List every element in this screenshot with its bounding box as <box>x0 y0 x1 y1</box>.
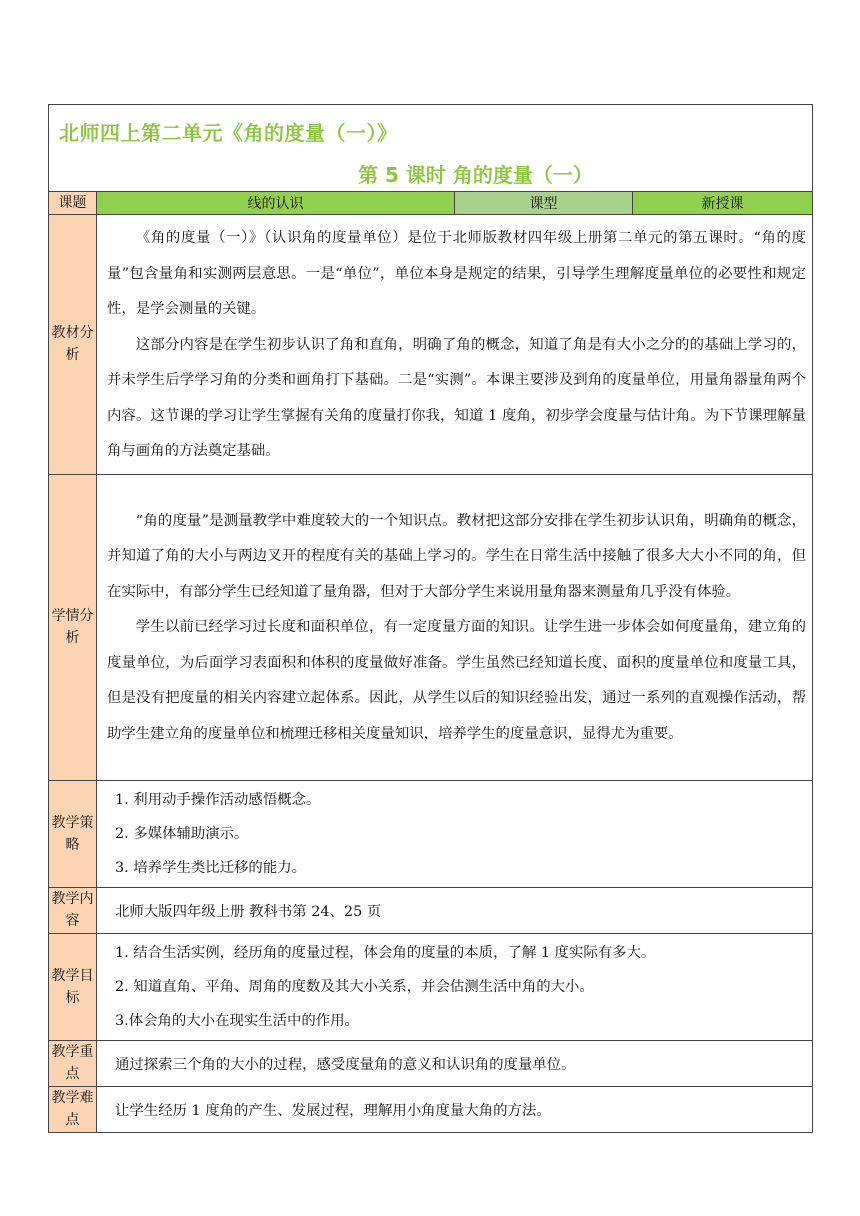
topic-value: 线的认识 <box>97 192 455 215</box>
teaching-content: 北师大版四年级上册 教科书第 24、25 页 <box>97 887 813 933</box>
label-goals <box>49 933 97 1040</box>
label-material-text: 教材分析 <box>51 325 94 364</box>
content-row <box>49 887 813 933</box>
label-content-text: 教学内容 <box>51 891 94 929</box>
students-paragraph: 学生以前已经学习过长度和面积单位，有一定度量方面的知识。让学生进一步体会如何度量角，建立角的度量单位，为后面学习表面积和体积的度量做好准备。学生虽然已经知道长度、面积的度量单位和度量工具，但是没有把度量的相关内容建立起体系。因此，从学生以后的知识经验出发，通过一系列的直观操作活动，帮助学生建立角的度量单位和梳理迁移相关度量知识，培养学生的度量意识，显得尤为重要。 <box>107 619 806 742</box>
label-key-points-text: 教学重点 <box>51 1044 94 1082</box>
goal-item: 2. 知道直角、平角、周角的度数及其大小关系，并会估测生活中角的大小。 <box>115 978 594 995</box>
strategy-row <box>49 780 813 887</box>
label-type: 课型 <box>455 192 633 215</box>
students-row <box>49 474 813 780</box>
label-difficulties-text: 教学难点 <box>51 1090 94 1128</box>
teaching-strategy <box>97 780 813 887</box>
key-points: 通过探索三个角的大小的过程，感受度量角的意义和认识角的度量单位。 <box>97 1040 813 1086</box>
material-paragraph: 《角的度量（一）》（认识角的度量单位）是位于北师版教材四年级上册第二单元的第五课时。“角的度量”包含量角和实测两层意思。一是“单位”，单位本身是规定的结果，引导学生理解度量单位的必要性和规定性，是学会测量的关键。 <box>107 230 806 317</box>
lesson-plan-table <box>48 104 813 1133</box>
goal-item: 3.体会角的大小在现实生活中的作用。 <box>115 1012 359 1029</box>
material-row <box>49 215 813 475</box>
label-material <box>49 215 97 475</box>
title-cell <box>49 105 813 192</box>
material-analysis <box>97 215 813 475</box>
key-points-row <box>49 1040 813 1086</box>
label-difficulties <box>49 1086 97 1132</box>
lesson-subtitle: 第 5 课时 角的度量（一） <box>358 163 593 187</box>
label-goals-text: 教学目标 <box>51 967 94 1006</box>
strategy-item: 3. 培养学生类比迁移的能力。 <box>115 859 306 876</box>
material-paragraph: 这部分内容是在学生初步认识了角和直角，明确了角的概念，知道了角是有大小之分的的基础上学习的，并未学生后学学习角的分类和画角打下基础。二是“实测”。本课主要涉及到角的度量单位，用量角器量角两个内容。这节课的学习让学生掌握有关角的度量打你我，知道 1 度角，初步学会度量与估计角。为下节课理解量角与画角的方法奠定基础。 <box>107 336 806 459</box>
label-strategy-text: 教学策略 <box>51 814 94 853</box>
label-strategy <box>49 780 97 887</box>
difficulties: 让学生经历 1 度角的产生、发展过程，理解用小角度量大角的方法。 <box>97 1086 813 1132</box>
label-topic: 课题 <box>49 192 97 215</box>
students-paragraph: “角的度量”是测量教学中难度较大的一个知识点。教材把这部分安排在学生初步认识角，明确角的概念，并知道了角的大小与两边叉开的程度有关的基础上学习的。学生在日常生活中接触了很多大大小不同的角，但在实际中，有部分学生已经知道了量角器，但对于大部分学生来说用量角器来测量角几乎没有体验。 <box>107 512 806 600</box>
title-row <box>49 105 813 192</box>
label-content <box>49 887 97 933</box>
label-students-text: 学情分析 <box>51 608 94 646</box>
strategy-item: 1. 利用动手操作活动感悟概念。 <box>115 791 321 808</box>
student-analysis <box>97 474 813 780</box>
label-students <box>49 474 97 780</box>
difficulties-row <box>49 1086 813 1132</box>
goal-item: 1. 结合生活实例，经历角的度量过程，体会角的度量的本质，了解 1 度实际有多大。 <box>115 944 656 961</box>
type-value: 新授课 <box>633 192 813 215</box>
label-key-points <box>49 1040 97 1086</box>
info-row <box>49 192 813 215</box>
lesson-plan-sheet <box>48 104 812 1133</box>
goals-row <box>49 933 813 1040</box>
strategy-item: 2. 多媒体辅助演示。 <box>115 825 249 842</box>
page-title: 北师四上第二单元《角的度量（一）》 <box>59 121 398 145</box>
teaching-goals <box>97 933 813 1040</box>
